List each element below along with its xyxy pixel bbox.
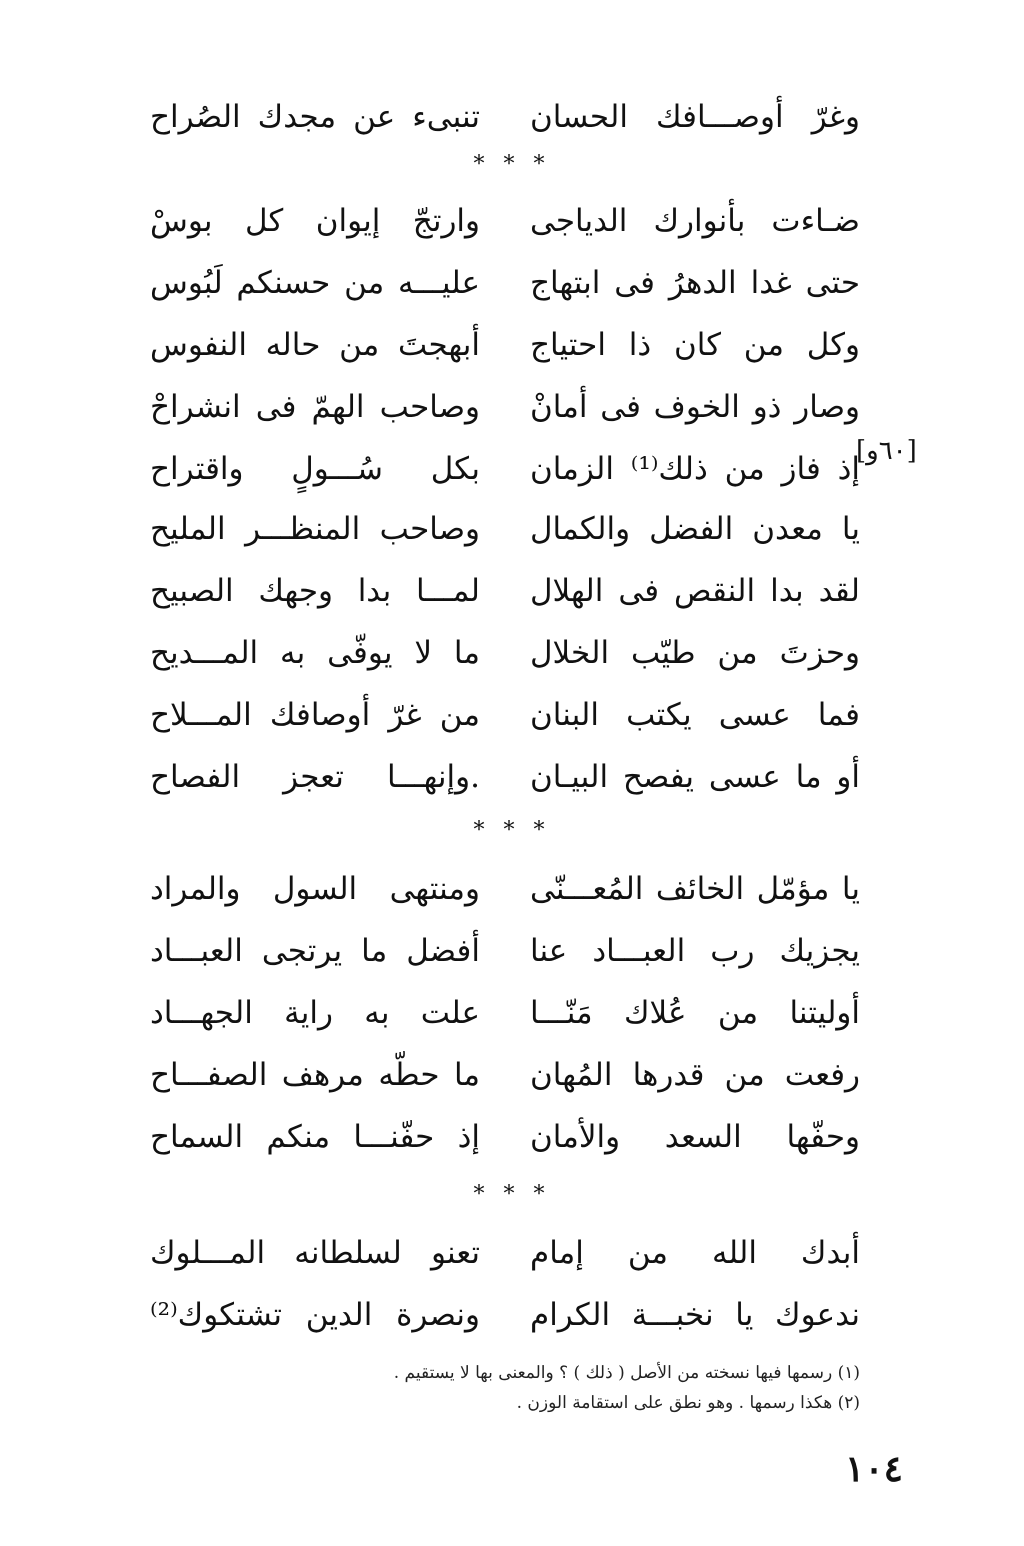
- first-hemistich: وكل من كان ذا احتياج: [530, 327, 860, 363]
- second-hemistich: ومنتهى السول والمراد: [150, 871, 480, 907]
- stanza-2: [150, 190, 860, 500]
- verse-line: [150, 622, 860, 684]
- first-hemistich: وغرّ أوصـــافك الحسان: [530, 99, 860, 135]
- first-hemistich: فما عسى يكتب البنان: [530, 697, 860, 733]
- second-hemistich: أفضل ما يرتجى العبـــاد: [150, 933, 480, 969]
- footnotes: [300, 1358, 860, 1418]
- verse-line: [150, 190, 860, 252]
- verse-line: [150, 746, 860, 808]
- first-hemistich: إذ فاز من ذلك⁽¹⁾ الزمان: [530, 451, 860, 487]
- second-hemistich: علت به راية الجهـــاد: [150, 995, 480, 1031]
- first-hemistich: يا معدن الفضل والكمال: [530, 511, 860, 547]
- first-hemistich: يا مؤمّل الخائف المُعـــنّى: [530, 871, 860, 907]
- stanza-3: [150, 498, 860, 808]
- verse-line: [150, 314, 860, 376]
- second-hemistich: بكل سُـــولٍ واقتراح: [150, 451, 480, 487]
- first-hemistich: وحفّها السعد والأمان: [530, 1119, 860, 1155]
- verse-line: [150, 86, 860, 148]
- verse-line: [150, 498, 860, 560]
- second-hemistich: من غرّ أوصافك المـــلاح: [150, 697, 480, 733]
- second-hemistich: .وإنهـــا تعجز الفصاح: [150, 759, 480, 795]
- manuscript-folio-marker: [٦٠و]: [856, 436, 917, 466]
- second-hemistich: أبهجتَ من حاله النفوس: [150, 327, 480, 363]
- verse-line: [150, 252, 860, 314]
- verse-line: [150, 982, 860, 1044]
- first-hemistich: رفعت من قدرها المُهان: [530, 1057, 860, 1093]
- verse-line: [150, 560, 860, 622]
- verse-line: [150, 1222, 860, 1284]
- page-number: ١٠٤: [845, 1448, 904, 1490]
- first-hemistich: يجزيك رب العبـــاد عنا: [530, 933, 860, 969]
- stanza-4: [150, 858, 860, 1168]
- verse-line: [150, 1106, 860, 1168]
- stanza-separator: * * *: [473, 1182, 551, 1207]
- footnote-2: (٢) هكذا رسمها . وهو نطق على استقامة الوزن .: [516, 1393, 860, 1413]
- stanza-1: [150, 86, 860, 148]
- second-hemistich: وارتجّ إيوان كل بوسْ: [150, 203, 480, 239]
- second-hemistich: إذ حفّنـــا منكم السماح: [150, 1119, 480, 1155]
- second-hemistich: ونصرة الدين تشتكوك⁽²⁾: [150, 1297, 480, 1333]
- stanza-5: [150, 1222, 860, 1346]
- second-hemistich: عليـــه من حسنكم لَبُوس: [150, 265, 480, 301]
- first-hemistich: حتى غدا الدهرُ فى ابتهاج: [530, 265, 860, 301]
- second-hemistich: تعنو لسلطانه المـــلوك: [150, 1235, 480, 1271]
- verse-line: [150, 438, 860, 500]
- verse-line: [150, 920, 860, 982]
- verse-line: [150, 858, 860, 920]
- first-hemistich: أوليتنا من عُلاك مَنّـــا: [530, 995, 860, 1031]
- verse-line: [150, 1284, 860, 1346]
- footnote-1: (١) رسمها فيها نسخته من الأصل ( ذلك ) ؟ والمعنى بها لا يستقيم .: [393, 1363, 860, 1383]
- first-hemistich: لقد بدا النقص فى الهلال: [530, 573, 860, 609]
- stanza-separator: * * *: [473, 818, 551, 843]
- verse-line: [150, 1044, 860, 1106]
- first-hemistich: وحزتَ من طيّب الخلال: [530, 635, 860, 671]
- stanza-separator: * * *: [473, 152, 551, 177]
- second-hemistich: تنبىء عن مجدك الصُراح: [150, 99, 480, 135]
- first-hemistich: أبدك الله من إمام: [530, 1235, 860, 1271]
- first-hemistich: أو ما عسى يفصح البيـان: [530, 759, 860, 795]
- second-hemistich: وصاحب المنظـــر المليح: [150, 511, 480, 547]
- first-hemistich: ندعوك يا نخبـــة الكرام: [530, 1297, 860, 1333]
- second-hemistich: لمـــا بدا وجهك الصبيح: [150, 573, 480, 609]
- first-hemistich: ضـاءت بأنوارك الدياجى: [530, 203, 860, 239]
- second-hemistich: وصاحب الهمّ فى انشراحْ: [150, 389, 480, 425]
- verse-line: [150, 376, 860, 438]
- second-hemistich: ما لا يوفّى به المـــديح: [150, 635, 480, 671]
- first-hemistich: وصار ذو الخوف فى أمانْ: [530, 389, 860, 425]
- verse-line: [150, 684, 860, 746]
- second-hemistich: ما حطّه مرهف الصفـــاح: [150, 1057, 480, 1093]
